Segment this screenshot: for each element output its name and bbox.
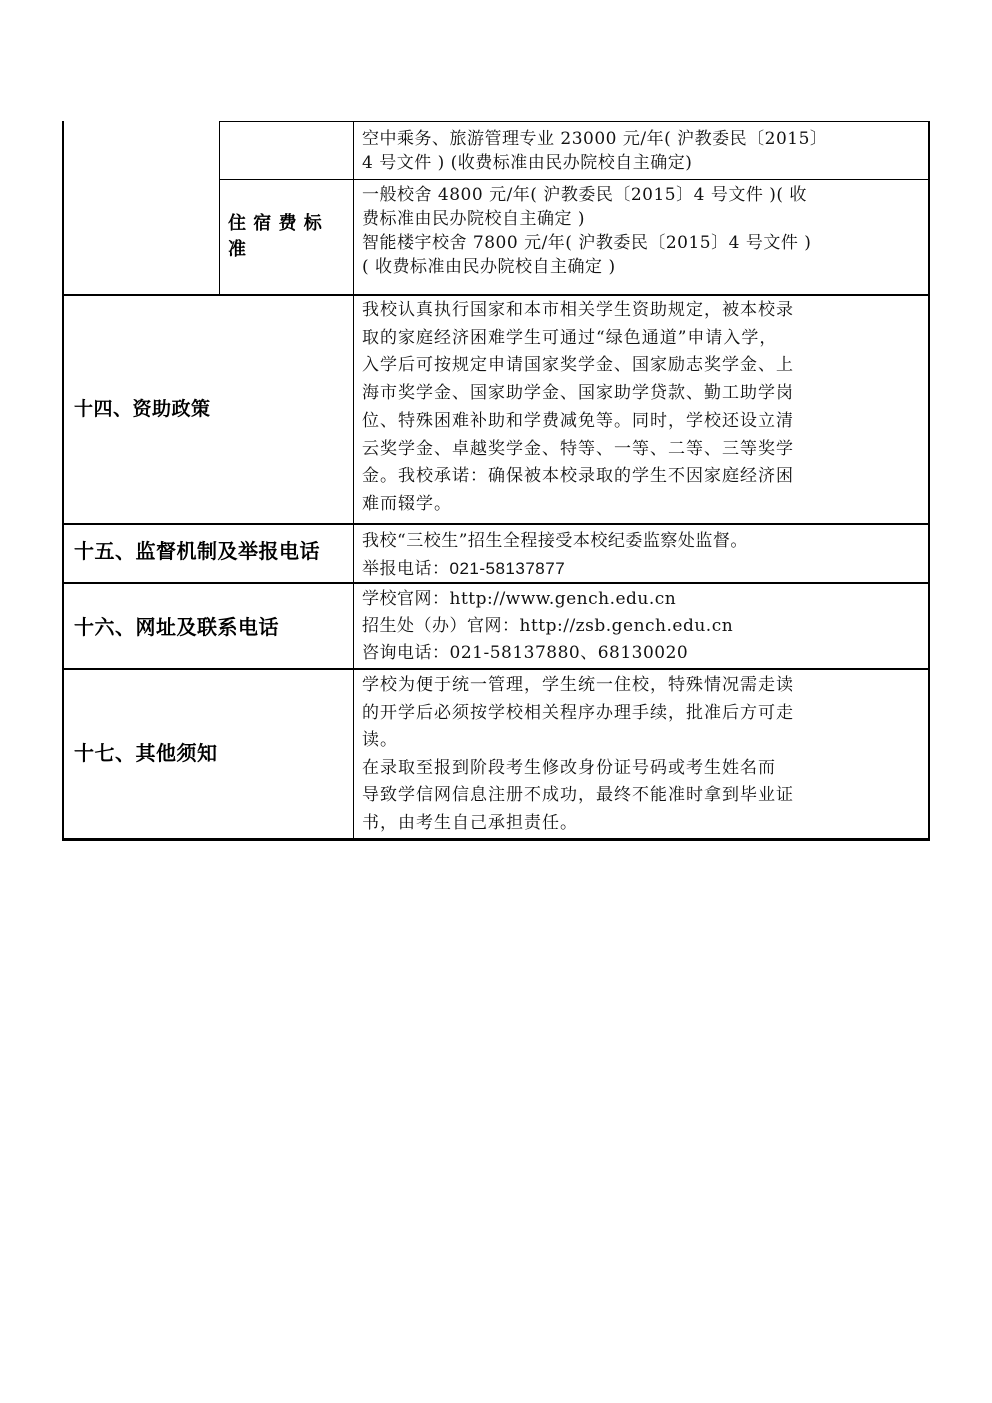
accommodation-fee-label: 住 宿 费 标 准 [228,213,323,260]
col-divider-2 [353,121,354,839]
other-notes-cell: 学校为便于统一管理，学生统一住校，特殊情况需走读 的开学后必须按学校相关程序办理手续，批准后方可走 读。 在录取至报到阶段考生修改身份证号码或考生姓名而 导致学信网信息注册不成功，最终不能准时拿到毕业证 书，由考生自己承担责任。 [362,675,794,833]
accommodation-line: 智能楼宇校舍 7800 元/年( 沪教委民〔2015〕4 号文件 ) [362,233,812,253]
col-divider-1 [219,121,220,295]
row-divider [62,294,930,296]
accommodation-line: 一般校舍 4800 元/年( 沪教委民〔2015〕4 号文件 )( 收 [362,185,807,205]
row-divider [62,523,930,525]
supervision-heading: 十五、监督机制及举报电话 [74,539,320,563]
accommodation-line: 费标准由民办院校自主确定 ) [362,209,586,229]
admissions-website[interactable]: 招生处（办）官网：http://zsb.gench.edu.cn [362,616,734,636]
table-border-bottom [62,838,930,841]
row-divider [62,668,930,670]
tuition-line: 4 号文件 ) (收费标准由民办院校自主确定) [362,153,693,173]
website-contact-cell [362,586,927,667]
accommodation-line: ( 收费标准由民办院校自主确定 ) [362,257,616,277]
row-divider [62,582,930,584]
accommodation-fee-cell [362,183,927,279]
supervision-cell: 我校“三校生”招生全程接受本校纪委监察处监督。 举报电话：021-58137877 [362,528,927,582]
admission-info-table [62,121,930,841]
table-border-top [219,121,930,122]
financial-aid-heading: 十四、资助政策 [74,398,211,420]
financial-aid-cell: 我校认真执行国家和本市相关学生资助规定，被本校录 取的家庭经济困难学生可通过“绿色通道”申请入学， 入学后可按规定申请国家奖学金、国家励志奖学金、上 海市奖学金、国家助学金、国家助学贷款、勤工助学岗 位、特殊困难补助和学费减免等。同时，学校还设立清 云奖学金、卓越奖学金、特等、一等、二等、三等奖学 金。我校承诺：确保被本校录取的学生不因家庭经济困 难而辍学。 [362,300,794,514]
report-phone: 举报电话：021-58137877 [362,559,566,578]
row-divider [219,179,930,180]
table-border-left [62,121,64,841]
school-website[interactable]: 学校官网：http://www.gench.edu.cn [362,589,677,609]
other-notes-heading: 十七、其他须知 [74,741,218,765]
tuition-fee-cell [362,127,927,175]
inquiry-phone: 咨询电话：021-58137880、68130020 [362,643,689,663]
website-contact-heading: 十六、网址及联系电话 [74,615,279,639]
tuition-line: 空中乘务、旅游管理专业 23000 元/年( 沪教委民〔2015〕 [362,129,828,149]
table-border-right [928,121,930,841]
